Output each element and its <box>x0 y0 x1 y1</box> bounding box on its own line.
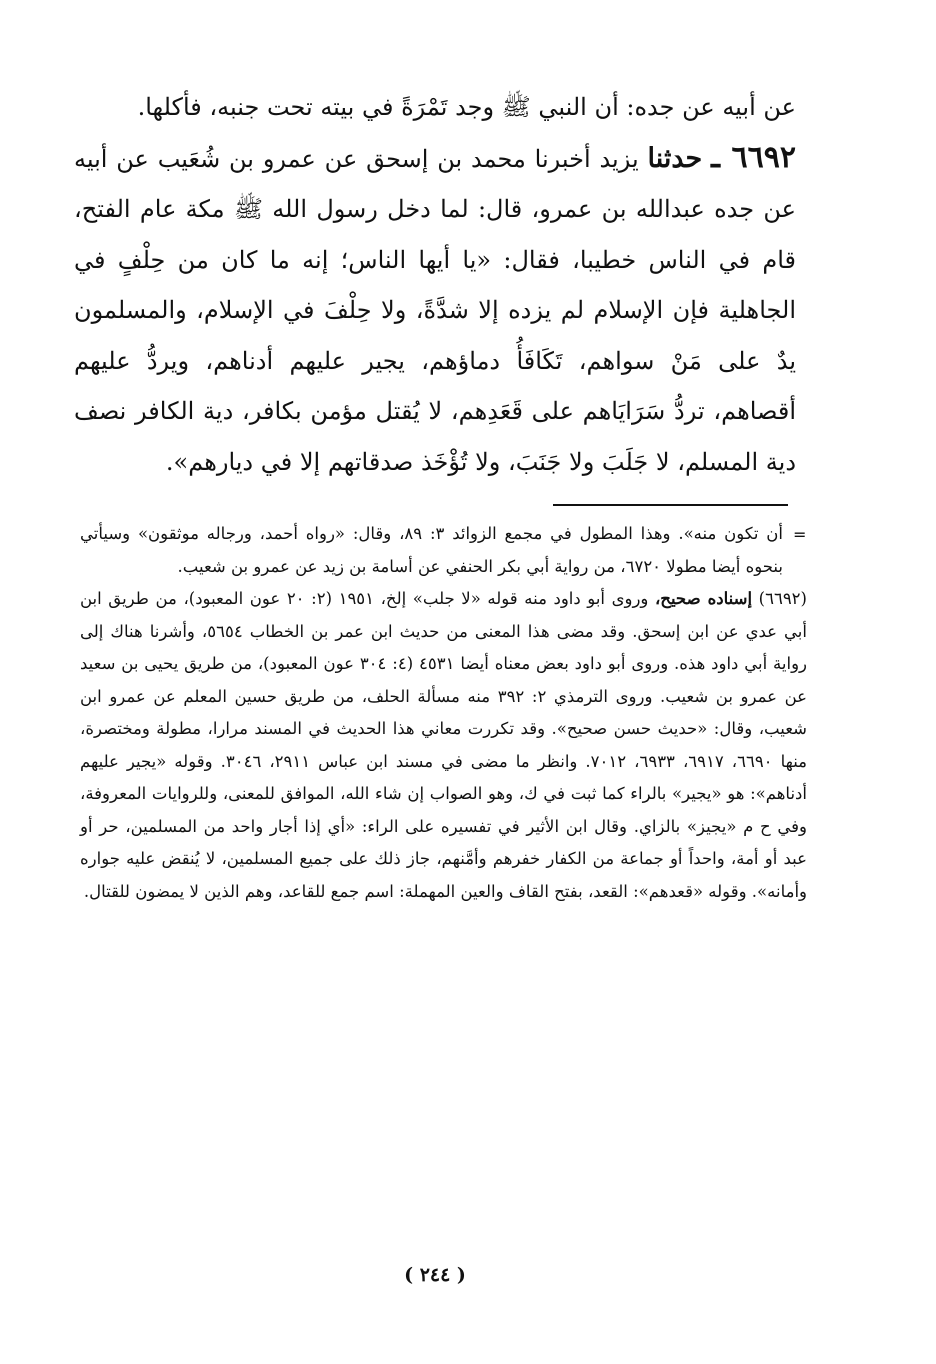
hadith-number: ٦٦٩٢ ـ <box>711 139 796 175</box>
intro-line: عن أبيه عن جده: أن النبي ﷺ وجد تَمْرَةً في بيته تحت جنبه، فأكلها. <box>137 93 796 121</box>
footnotes-block <box>80 518 807 908</box>
footnote-text: وروى أبو داود منه قوله «لا جلب» إلخ، ١٩٥١ (٢: ٢٠ عون المعبود)، من طريق ابن أبي عدي عن ابن إسحق. وقد مضى هذا المعنى من حديث ابن عمر بن الخطاب ٥٦٥٤، وأشرنا هناك إلى رواية أبي داود هذه. وروى أبو داود بعض معناه أيضا ٤٥٣١ (٤: ٣٠٤ عون المعبود)، من طريق يحيى بن سعيد عن عمرو بن شعيب. وروى الترمذي ٢: ٣٩٢ منه مسألة الحلف، من طريق حسين المعلم عن عمرو ابن شعيب، وقال: «حديث حسن صحيح». وقد تكررت معاني هذا الحديث في المسند مرارا، مطولة ومختصرة، منها ٦٦٩٠، ٦٩١٧، ٦٩٣٣، ٧٠١٢. وانظر ما مضى في مسند ابن عباس ٢٩١١، ٣٠٤٦. وقوله «يجير عليهم أدناهم»: هو «يجير» بالراء كما ثبت في ك، وهو الصواب إن شاء الله، الموافق للمعنى، وللروايات المعروفة، وفي ح م «يجيز» بالزاي. وقال ابن الأثير في تفسيره على الراء: «أي إذا أجار واحد من المسلمين، حر أو عبد أو أمة، واحداً أو جماعة من الكفار خفرهم وأمَّنهم، جاز ذلك على جميع المسلمين، لا يُنقض عليه جواره وأمانه». وقوله «قعدهم»: القعد، بفتح القاف والعين المهملة: اسم جمع للقاعد، وهم الذين لا يمضون للقتال. <box>80 589 808 901</box>
main-text-block <box>74 82 796 487</box>
footnote-number: (٦٦٩٢) <box>758 589 807 608</box>
isnad-grade: إسناده صحيح، <box>654 589 753 608</box>
footnote-6692 <box>80 583 807 908</box>
footnote-separator <box>553 504 788 506</box>
hadith-text: يزيد أخبرنا محمد بن إسحق عن عمرو بن شُعَيب عن أبيه عن جده عبدالله بن عمرو، قال: لما دخل رسول الله ﷺ مكة عام الفتح، قام في الناس خطيبا، فقال: «يا أيها الناس؛ إنه ما كان من حِلْفٍ في الجاهلية فإن الإسلام لم يزده إلا شدَّةً، ولا حِلْفَ في الإسلام، والمسلمون يدٌ على مَنْ سواهم، تَكَافَأُ دماؤهم، يجير عليهم أدناهم، ويردُّ عليهم أقصاهم، تردُّ سَرَايَاهم على قَعَدِهم، لا يُقتل مؤمن بكافر، دية الكافر نصف دية المسلم، لا جَلَبَ ولا جَنَبَ، ولا تُؤْخَذ صدقاتهم إلا في ديارهم». <box>74 144 796 476</box>
continuation-mark: = <box>793 525 807 544</box>
hadith-paragraph <box>74 133 796 488</box>
page-number: ( ٢٤٤ ) <box>404 1264 466 1286</box>
haddathana-word: حدثنا <box>647 142 703 174</box>
footnote-continued: أن تكون منه». وهذا المطول في مجمع الزوائد ٣: ٨٩، وقال: «رواه أحمد، ورجاله موثقون» وسيأتي بنحوه أيضا مطولا ٦٧٢٠، من رواية أبي بكر الحنفي عن أسامة بن زيد عن عمرو بن شعيب. <box>80 524 783 576</box>
